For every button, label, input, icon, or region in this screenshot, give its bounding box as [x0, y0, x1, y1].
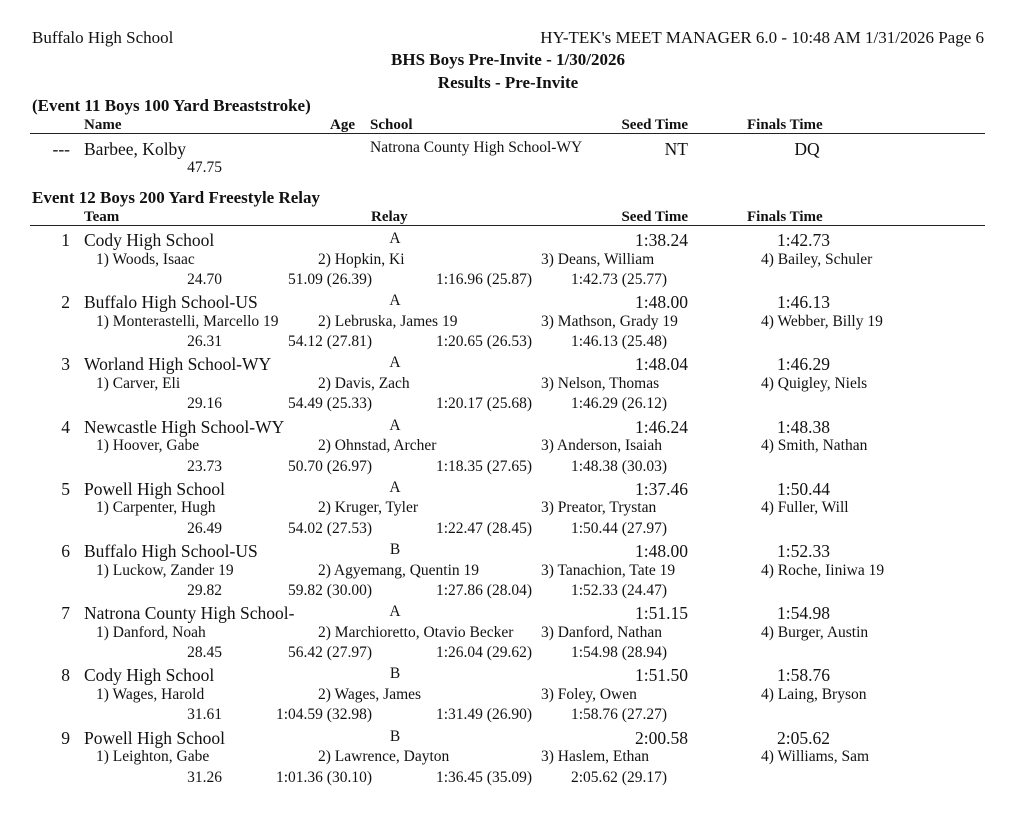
split-time: 1:26.04 (29.62)	[435, 644, 532, 662]
relay-swimmer: 1) Woods, Isaac	[96, 250, 195, 268]
split-time: 28.45	[187, 644, 222, 662]
finals-time: 2:05.62	[777, 727, 830, 748]
split-time: 1:18.35 (27.65)	[435, 457, 532, 475]
split-time: 51.09 (26.39)	[288, 271, 372, 288]
relay-swimmer: 2) Davis, Zach	[318, 374, 410, 392]
relay-swimmer: 4) Webber, Billy 19	[761, 312, 883, 330]
split-time: 1:22.47 (28.45)	[435, 519, 532, 537]
finals-time: 1:46.13	[777, 292, 830, 313]
place: 3	[61, 354, 70, 375]
relay-swimmer: 2) Lawrence, Dayton	[318, 748, 450, 766]
relay-swimmer: 2) Wages, James	[318, 685, 422, 703]
team-name: Newcastle High School-WY	[84, 416, 285, 437]
relay-swimmer: 3) Preator, Trystan	[541, 499, 657, 517]
place: 5	[61, 478, 70, 499]
split-time: 31.61	[187, 706, 222, 724]
relay-letter: A	[389, 416, 401, 434]
split-time: 1:36.45 (35.09)	[435, 768, 532, 786]
relay-swimmer: 2) Kruger, Tyler	[318, 499, 419, 517]
split-time: 50.70 (26.97)	[288, 457, 372, 475]
relay-swimmer: 4) Quigley, Niels	[761, 374, 868, 392]
relay-swimmer: 4) Burger, Austin	[761, 623, 869, 641]
split-time: 54.02 (27.53)	[288, 519, 372, 537]
split-time: 47.75	[187, 159, 222, 176]
place: 7	[61, 603, 70, 624]
relay-swimmer: 2) Marchioretto, Otavio Becker	[318, 623, 514, 641]
finals-time: 1:58.76	[777, 665, 830, 686]
team-name: Buffalo High School-US	[84, 541, 258, 561]
relay-swimmer: 3) Deans, William	[541, 250, 655, 268]
split-time: 29.16	[187, 395, 222, 413]
relay-letter: A	[389, 292, 401, 310]
relay-swimmer: 2) Agyemang, Quentin 19	[318, 561, 480, 579]
relay-swimmer: 4) Laing, Bryson	[761, 685, 867, 703]
col-name-header: Name	[84, 117, 122, 133]
split-time: 1:04.59 (32.98)	[275, 706, 372, 724]
relay-swimmer: 1) Danford, Noah	[96, 623, 206, 641]
seed-time: 1:51.15	[635, 603, 688, 624]
split-time: 1:20.17 (25.68)	[435, 395, 532, 413]
finals-time: 1:46.29	[777, 354, 830, 375]
split-time: 1:27.86 (28.04)	[435, 582, 532, 599]
relay-swimmer: 4) Smith, Nathan	[761, 437, 868, 455]
split-time: 26.31	[187, 333, 222, 351]
seed-time: 1:51.50	[635, 665, 688, 686]
meet-title: BHS Boys Pre-Invite - 1/30/2026	[391, 50, 625, 69]
split-time: 24.70	[187, 271, 222, 288]
finals-time: 1:50.44	[777, 478, 830, 499]
header-software: HY-TEK's MEET MANAGER 6.0 - 10:48 AM 1/31/2026 Page 6	[540, 28, 984, 47]
team-name: Buffalo High School-US	[84, 292, 258, 313]
col-age-header: Age	[330, 117, 355, 133]
place: 1	[61, 230, 70, 250]
relay-swimmer: 1) Leighton, Gabe	[96, 748, 210, 766]
relay-letter: A	[389, 230, 401, 247]
place: ---	[52, 139, 70, 159]
col-relay-header: Relay	[371, 209, 408, 225]
event12-header-rule	[30, 225, 985, 226]
seed-time: 1:46.24	[635, 416, 688, 437]
place: 6	[61, 541, 70, 561]
split-time: 1:54.98 (28.94)	[570, 644, 667, 662]
relay-swimmer: 4) Williams, Sam	[761, 748, 870, 766]
event11-title: (Event 11 Boys 100 Yard Breaststroke)	[32, 96, 311, 115]
swimmer-name: Barbee, Kolby	[84, 139, 187, 159]
split-time: 23.73	[187, 457, 222, 475]
finals-time: 1:48.38	[777, 416, 830, 437]
split-time: 54.49 (25.33)	[288, 395, 372, 413]
results-title: Results - Pre-Invite	[437, 73, 579, 92]
relay-letter: A	[389, 603, 401, 621]
relay-letter: B	[389, 541, 401, 558]
relay-swimmer: 4) Fuller, Will	[761, 499, 849, 517]
split-time: 1:20.65 (26.53)	[435, 333, 532, 351]
seed-time: 1:48.00	[635, 292, 688, 313]
relay-swimmer: 4) Roche, Iiniwa 19	[761, 561, 885, 579]
relay-letter: B	[389, 665, 401, 683]
header-school: Buffalo High School	[32, 28, 174, 47]
seed-time: 1:48.04	[635, 354, 688, 375]
relay-swimmer: 3) Anderson, Isaiah	[541, 437, 662, 455]
team-name: Natrona County High School-	[84, 603, 295, 624]
swimmer-school: Natrona County High School-WY	[370, 139, 583, 156]
team-name: Powell High School	[84, 727, 225, 748]
split-time: 1:42.73 (25.77)	[570, 271, 667, 288]
col-seed-header: Seed Time	[621, 117, 688, 133]
split-time: 26.49	[187, 519, 222, 537]
finals-time: 1:52.33	[777, 541, 830, 561]
relay-letter: A	[389, 478, 401, 496]
relay-swimmer: 3) Tanachion, Tate 19	[541, 561, 676, 579]
split-time: 1:48.38 (30.03)	[570, 457, 667, 475]
seed-time: 1:38.24	[635, 230, 688, 250]
seed-time: 2:00.58	[635, 727, 688, 748]
place: 9	[61, 727, 70, 748]
relay-letter: B	[389, 727, 401, 745]
relay-letter: A	[389, 354, 401, 372]
relay-swimmer: 3) Foley, Owen	[541, 685, 637, 703]
relay-swimmer: 1) Monterastelli, Marcello 19	[96, 312, 279, 330]
seed-time: 1:37.46	[635, 478, 688, 499]
relay-swimmer: 2) Lebruska, James 19	[318, 312, 458, 330]
relay-swimmer: 3) Nelson, Thomas	[541, 374, 660, 392]
split-time: 2:05.62 (29.17)	[570, 768, 667, 786]
split-time: 1:16.96 (25.87)	[435, 271, 532, 288]
team-name: Cody High School	[84, 230, 215, 250]
split-time: 59.82 (30.00)	[288, 582, 372, 599]
relay-swimmer: 1) Carpenter, Hugh	[96, 499, 216, 517]
split-time: 1:50.44 (27.97)	[570, 519, 667, 537]
relay-swimmer: 1) Luckow, Zander 19	[96, 561, 234, 579]
split-time: 1:58.76 (27.27)	[570, 706, 667, 724]
place: 4	[61, 416, 70, 437]
relay-swimmer: 3) Mathson, Grady 19	[541, 312, 678, 330]
relay-swimmer: 3) Haslem, Ethan	[541, 748, 650, 766]
relay-swimmer: 2) Ohnstad, Archer	[318, 437, 437, 455]
col-seed-header: Seed Time	[621, 209, 688, 225]
seed-time: NT	[664, 139, 688, 159]
relay-swimmer: 1) Carver, Eli	[96, 374, 181, 392]
split-time: 1:46.13 (25.48)	[570, 333, 667, 351]
finals-time: DQ	[794, 139, 820, 159]
split-time: 31.26	[187, 768, 222, 786]
finals-time: 1:42.73	[777, 230, 830, 250]
finals-time: 1:54.98	[777, 603, 830, 624]
place: 8	[61, 665, 70, 686]
team-name: Powell High School	[84, 478, 225, 499]
col-finals-header: Finals Time	[747, 117, 823, 133]
event12-title: Event 12 Boys 200 Yard Freestyle Relay	[32, 188, 321, 207]
split-time: 1:31.49 (26.90)	[435, 706, 532, 724]
col-school-header: School	[370, 117, 413, 133]
split-time: 54.12 (27.81)	[288, 333, 372, 351]
relay-swimmer: 1) Wages, Harold	[96, 685, 205, 703]
relay-swimmer: 2) Hopkin, Ki	[318, 250, 405, 268]
team-name: Cody High School	[84, 665, 215, 686]
split-time: 56.42 (27.97)	[288, 644, 372, 662]
relay-swimmer: 4) Bailey, Schuler	[761, 250, 873, 268]
relay-swimmer: 3) Danford, Nathan	[541, 623, 662, 641]
place: 2	[61, 292, 70, 313]
relay-swimmer: 1) Hoover, Gabe	[96, 437, 200, 455]
split-time: 29.82	[187, 582, 222, 599]
col-finals-header: Finals Time	[747, 209, 823, 225]
split-time: 1:46.29 (26.12)	[570, 395, 667, 413]
split-time: 1:52.33 (24.47)	[570, 582, 667, 599]
seed-time: 1:48.00	[635, 541, 688, 561]
split-time: 1:01.36 (30.10)	[275, 768, 372, 786]
event11-header-rule	[30, 133, 985, 134]
team-name: Worland High School-WY	[84, 354, 272, 375]
col-team-header: Team	[84, 209, 120, 225]
